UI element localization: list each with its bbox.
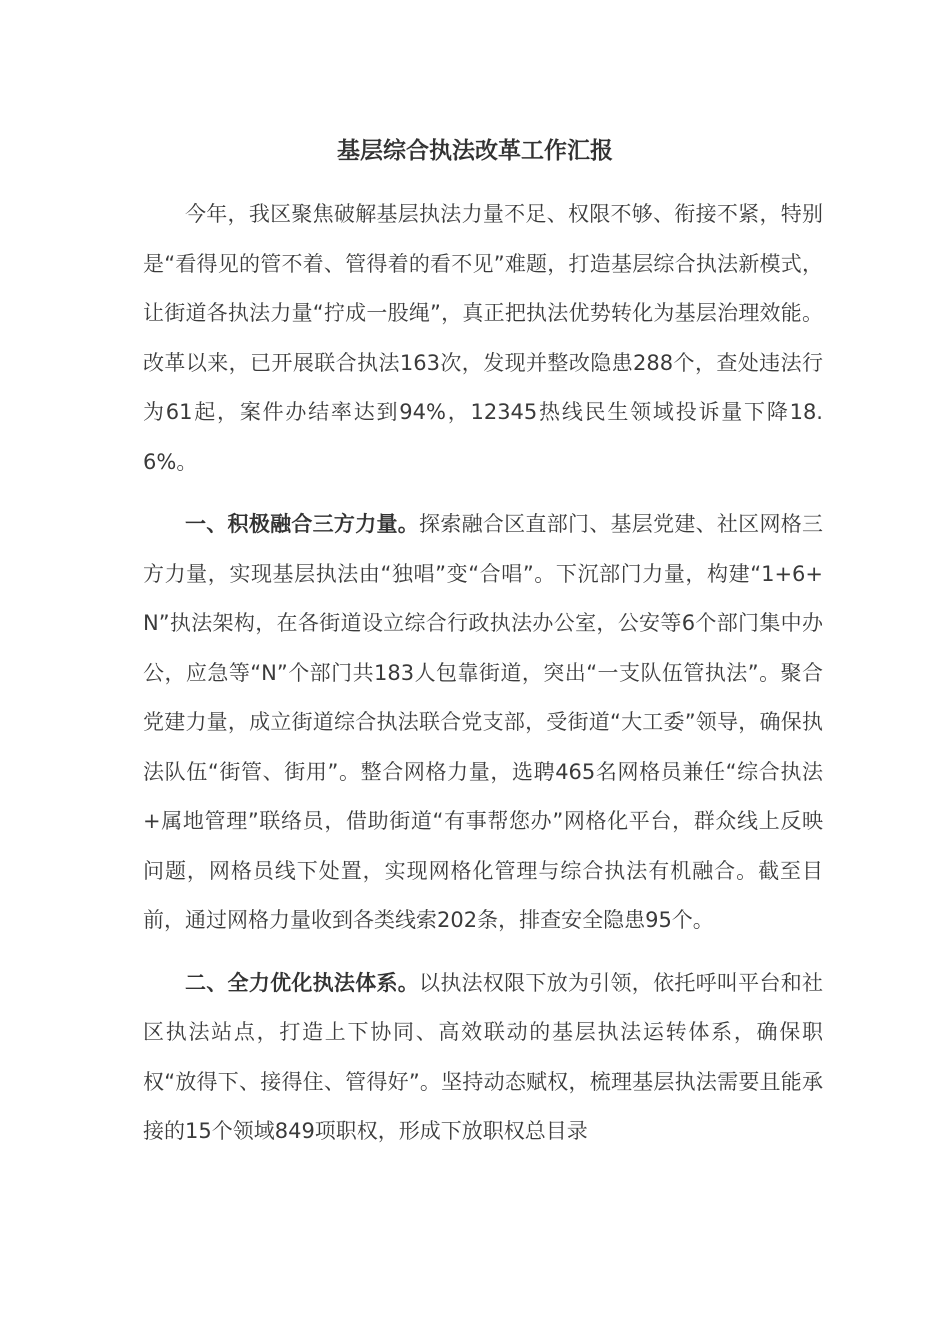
section-2-paragraph — [143, 959, 823, 1157]
section-1-text: 探索融合区直部门、基层党建、社区网格三方力量，实现基层执法由“独唱”变“合唱”。下沉部门力量，构建“1+6+N”执法架构，在各街道设立综合行政执法办公室，公安等6个部门集中办公，应急等“N”个部门共183人包靠街道，突出“一支队伍管执法”。聚合党建力量，成立街道综合执法联合党支部，受街道“大工委”领导，确保执法队伍“街管、街用”。整合网格力量，选聘465名网格员兼任“综合执法+属地管理”联络员，借助街道“有事帮您办”网格化平台，群众线上反映问题，网格员线下处置，实现网格化管理与综合执法有机融合。截至目前，通过网格力量收到各类线索202条，排查安全隐患95个。 — [143, 512, 824, 932]
paragraph-gap — [143, 946, 823, 959]
document-title: 基层综合执法改革工作汇报 — [337, 138, 613, 164]
section-1-heading: 一、积极融合三方力量。 — [185, 512, 420, 536]
document-body — [143, 190, 823, 1157]
paragraph-gap — [143, 487, 823, 500]
section-2-text: 以执法权限下放为引领，依托呼叫平台和社区执法站点，打造上下协同、高效联动的基层执法运转体系，确保职权“放得下、接得住、管得好”。坚持动态赋权，梳理基层执法需要且能承接的15个领域849项职权，形成下放职权总目录 — [143, 970, 824, 1143]
intro-paragraph: 今年，我区聚焦破解基层执法力量不足、权限不够、衔接不紧，特别是“看得见的管不着、管得着的看不见”难题，打造基层综合执法新模式，让街道各执法力量“拧成一股绳”，真正把执法优势转化为基层治理效能。改革以来，已开展联合执法163次，发现并整改隐患288个，查处违法行为61起，案件办结率达到94%，12345热线民生领域投诉量下降18.6%。 — [143, 202, 823, 474]
section-2-heading: 二、全力优化执法体系。 — [185, 970, 420, 995]
section-1-paragraph — [143, 500, 823, 946]
